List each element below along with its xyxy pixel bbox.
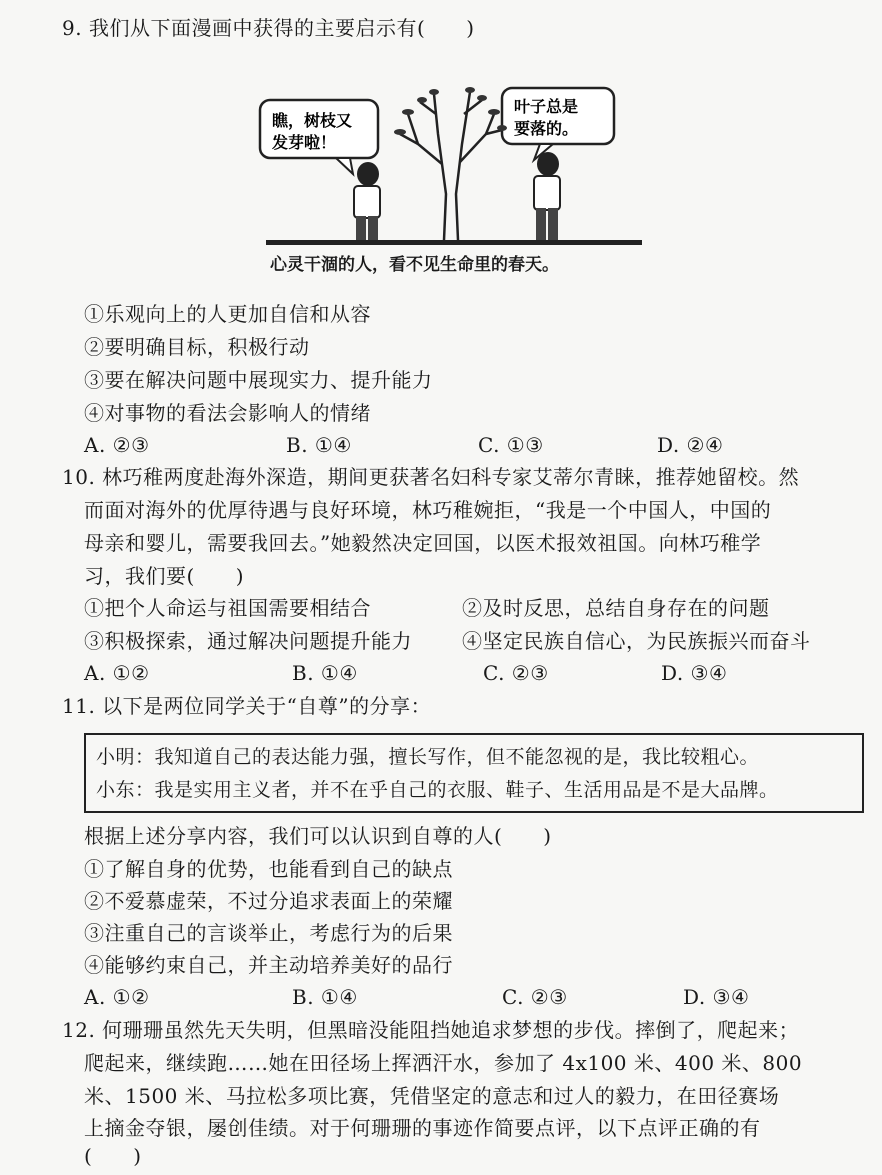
q10-item-3: ③积极探索，通过解决问题提升能力 [84,629,412,653]
q10-item-1: ①把个人命运与祖国需要相结合 [84,596,371,620]
q10-option-d: D. ③④ [661,661,728,685]
q9-option-b: B. ①④ [286,433,352,457]
q10-line-4: 习，我们要( ) [84,564,245,588]
q11-stem: 11. 以下是两位同学关于“自尊”的分享： [62,694,432,718]
right-bubble-text-2: 要落的。 [514,119,579,138]
q9-item-3: ③要在解决问题中展现实力、提升能力 [84,368,433,392]
q11-option-b: B. ①④ [292,985,358,1009]
left-boy-figure [354,162,380,240]
q11-item-4: ④能够约束自己，并主动培养美好的品行 [84,953,453,977]
q12-line-1: 12. 何珊珊虽然先天失明，但黑暗没能阻挡她追求梦想的步伐。摔倒了，爬起来； [62,1018,800,1042]
right-boy-figure [534,152,560,240]
q10-line-3: 母亲和婴儿，需要我回去。”她毅然决定回国，以医术报效祖国。向林巧稚学 [84,531,762,555]
q12-line-4: 上摘金夺银，屡创佳绩。对于何珊珊的事迹作简要点评，以下点评正确的有 [84,1116,761,1140]
left-bubble-text-1: 瞧，树枝又 [272,111,353,130]
cartoon-illustration [258,74,650,274]
left-bubble-text-2: 发芽啦！ [272,133,337,152]
q9-item-4: ④对事物的看法会影响人的情绪 [84,401,371,425]
q9-item-2: ②要明确目标，积极行动 [84,335,310,359]
q9-option-d: D. ②④ [657,433,724,457]
q10-item-4: ④坚定民族自信心，为民族振兴而奋斗 [462,629,811,653]
q11-item-2: ②不爱慕虚荣，不过分追求表面上的荣耀 [84,889,453,913]
q11-box-line-2: 小东：我是实用主义者，并不在乎自己的衣服、鞋子、生活用品是不是大品牌。 [96,779,779,801]
q10-line-1: 10. 林巧稚两度赴海外深造，期间更获著名妇科专家艾蒂尔青睐，推荐她留校。然 [62,465,800,489]
q10-line-2: 而面对海外的优厚待遇与良好环境，林巧稚婉拒，“我是一个中国人，中国的 [84,498,772,522]
left-bubble-tail [336,158,353,174]
cartoon-caption: 心灵干涸的人，看不见生命里的春天。 [270,255,559,275]
q11-prompt: 根据上述分享内容，我们可以认识到自尊的人( ) [84,824,552,848]
q10-item-2: ②及时反思，总结自身存在的问题 [462,596,770,620]
q10-option-c: C. ②③ [483,661,549,685]
q11-option-d: D. ③④ [683,985,750,1009]
q12-line-2: 爬起来，继续跑……她在田径场上挥洒汗水，参加了 4x100 米、400 米、800 [84,1051,803,1075]
q9-option-c: C. ①③ [478,433,544,457]
q12-line-3: 米、1500 米、马拉松多项比赛，凭借坚定的意志和过人的毅力，在田径赛场 [84,1084,780,1108]
q12-line-5: ( ) [84,1144,142,1168]
q10-option-b: B. ①④ [292,661,358,685]
q11-option-c: C. ②③ [502,985,568,1009]
q11-item-1: ①了解自身的优势，也能看到自己的缺点 [84,857,453,881]
q9-item-1: ①乐观向上的人更加自信和从容 [84,302,371,326]
q11-item-3: ③注重自己的言谈举止，考虑行为的后果 [84,921,453,945]
right-bubble-text-1: 叶子总是 [514,97,579,116]
q9-option-a: A. ②③ [84,433,150,457]
q9-stem: 9. 我们从下面漫画中获得的主要启示有( ) [62,16,475,40]
tree [400,92,502,240]
tree-leaves [394,87,507,135]
ground-line [266,240,642,245]
q11-box-line-1: 小明：我知道自己的表达能力强，擅长写作，但不能忽视的是，我比较粗心。 [96,746,760,768]
q11-option-a: A. ①② [84,985,150,1009]
q10-option-a: A. ①② [84,661,150,685]
